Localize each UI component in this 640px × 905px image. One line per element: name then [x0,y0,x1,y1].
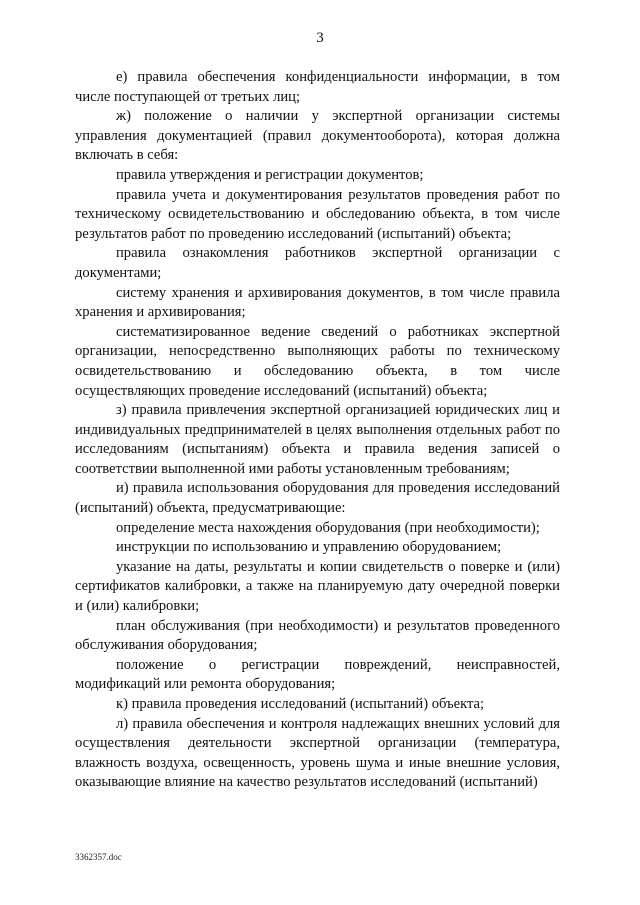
page-number: 3 [316,30,324,46]
paragraph-approval-rules: правила утверждения и регистрации документов; [116,166,424,183]
paragraph-k: к) правила проведения исследований (испытаний) объекта; [116,696,485,712]
paragraph-storage-system: систему хранения и архивирования документов, в том числе правила хранения и архивирования; [75,284,560,321]
paragraph-familiarization-rules: правила ознакомления работников экспертной организации с документами; [75,245,560,281]
paragraph-accounting-rules: правила учета и документирования результатов проведения работ по техническому освидетельствованию и обследованию объекта, в том числе результатов работ по проведению исследований (испытаний) объекта; [75,186,560,242]
paragraph-i: и) правила использования оборудования для проведения исследований (испытаний) объекта, предусматривающие: [75,480,560,517]
paragraph-employee-records: систематизированное ведение сведений о работниках экспертной организации, непосредственно выполняющих работы по техническому освидетельствованию и обследованию объекта, в том числе осуществляющих проведение исследований (испытаний) объекта; [75,323,560,399]
paragraph-maintenance-plan: план обслуживания (при необходимости) и результатов проведенного обслуживания оборудования; [75,617,560,654]
paragraph-damage-registration: положение о регистрации повреждений, неисправностей, модификаций или ремонта оборудования; [75,656,560,693]
paragraph-verification-dates: указание на даты, результаты и копии свидетельств о поверке и (или) сертификатов калибровки, а также на планируемую дату очередной поверки и (или) калибровки; [75,558,560,615]
paragraph-e: е) правила обеспечения конфиденциальности информации, в том числе поступающей от третьих лиц; [75,69,560,105]
paragraph-equipment-location: определение места нахождения оборудования (при необходимости); [116,519,540,536]
paragraph-zh: ж) положение о наличии у экспертной организации системы управления документацией (правил документооборота), которая должна включать в себя: [75,108,560,164]
document-footer-filename: 3362357.doc [75,852,122,862]
paragraph-l: л) правила обеспечения и контроля надлежащих внешних условий для осуществления деятельности экспертной организации (температура, влажность воздуха, освещенность, уровень шума и иные внешние условия, оказывающие влияние на качество результатов исследований (испытаний) [75,715,560,791]
paragraph-equipment-instructions: инструкции по использованию и управлению оборудованием; [116,539,502,556]
document-body [75,68,560,793]
paragraph-z: з) правила привлечения экспертной организацией юридических лиц и индивидуальных предпринимателей в целях выполнения отдельных работ по исследованиям (испытаниям) объекта и правила ведения записей о соответствии выполненной ими работы установленным требованиям; [75,402,560,477]
